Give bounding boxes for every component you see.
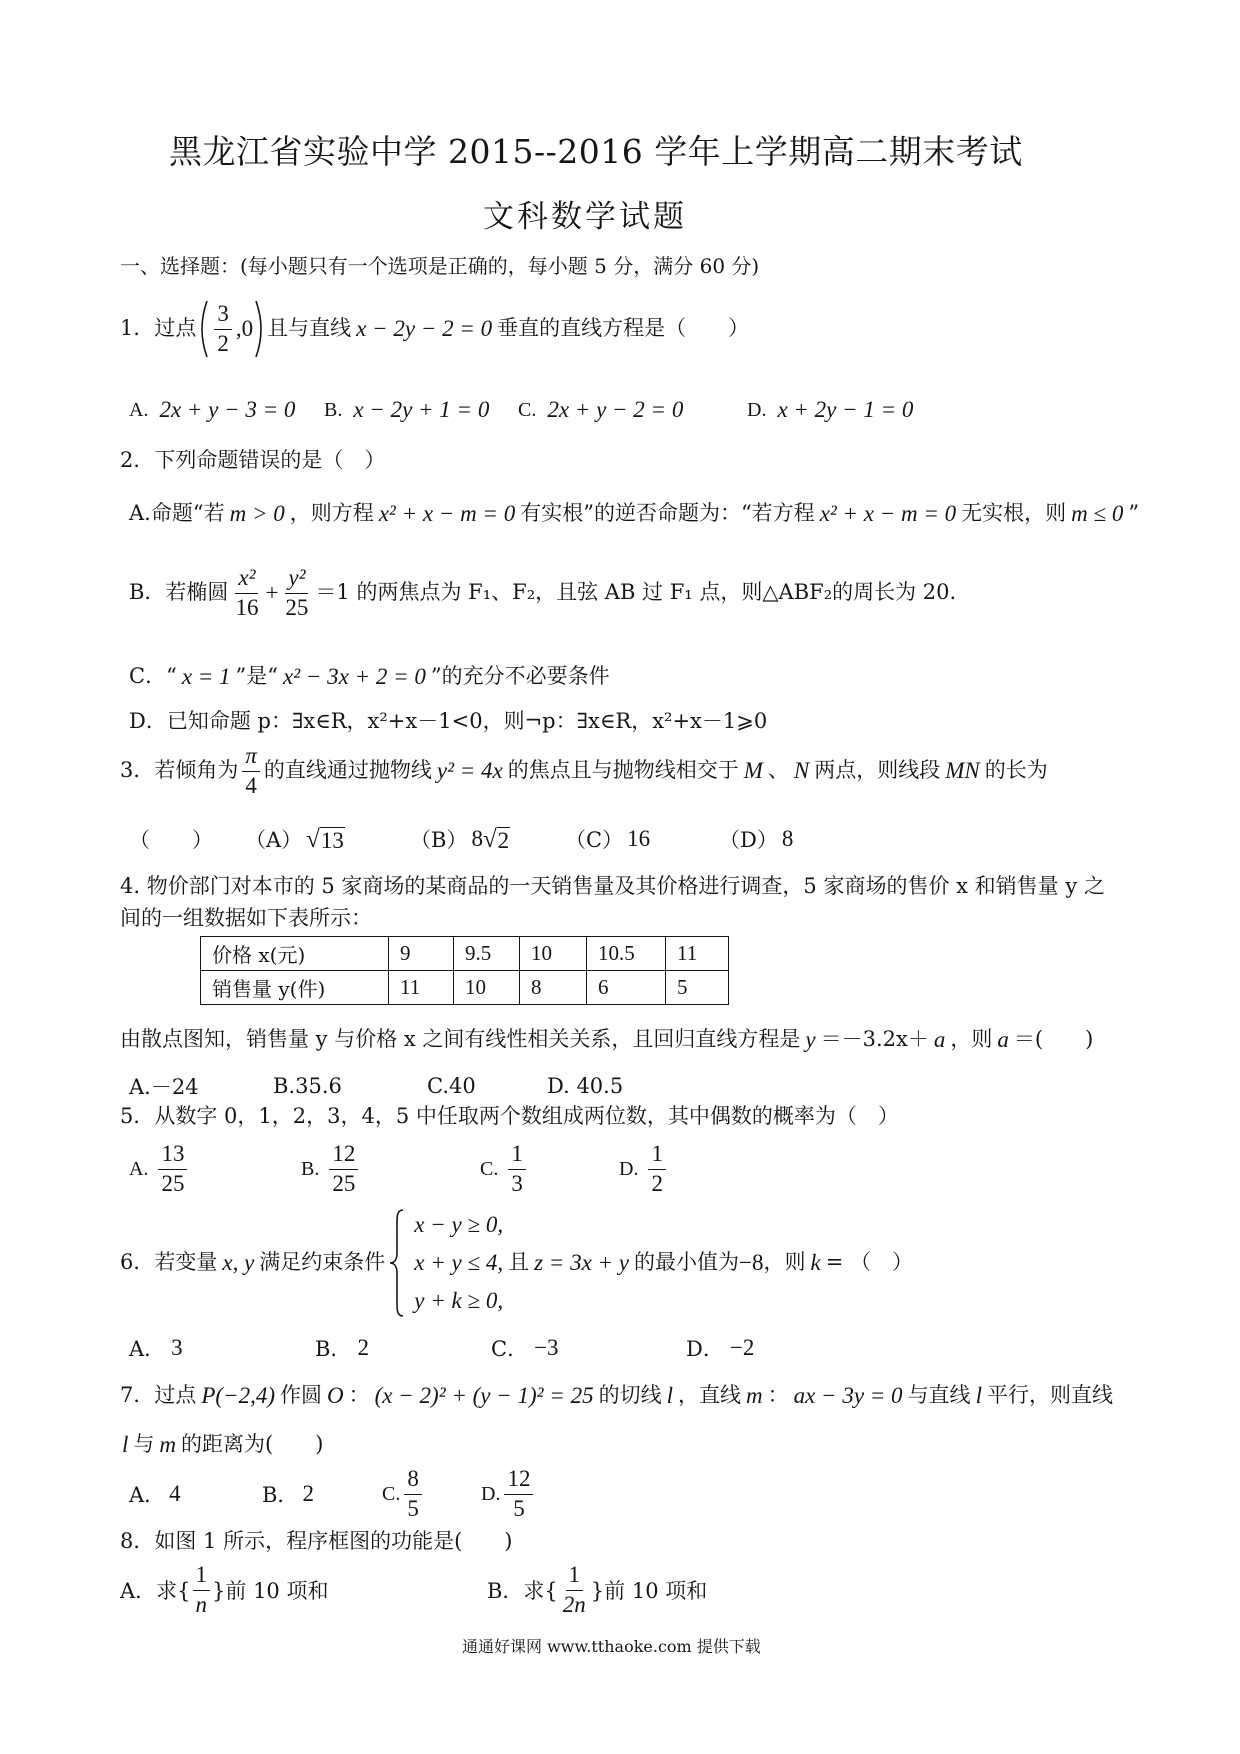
q3-text: 的焦点且与抛物线相交于 — [507, 758, 739, 783]
fraction-denominator: 2 — [651, 1170, 663, 1196]
option-label: （B） — [410, 828, 468, 852]
option-label: C. — [480, 1157, 499, 1180]
q2a-text: A.命题“若 — [129, 501, 225, 526]
q7-math: m — [745, 1383, 763, 1409]
q5-option-a — [129, 1141, 191, 1197]
q2a-math: m > 0 — [229, 501, 285, 527]
q7-text: 的距离为( ) — [181, 1432, 324, 1457]
q7-math: l — [666, 1383, 673, 1409]
q2-option-a — [129, 499, 1139, 529]
option-label: D. — [481, 1482, 501, 1505]
q3-text: 两点，则线段 — [814, 758, 941, 783]
q2c-text: ”是“ — [235, 664, 279, 689]
q4-text: ＝( ) — [1013, 1027, 1094, 1052]
q7-text: 平行，则直线 — [986, 1383, 1113, 1408]
q2c-math: x = 1 — [181, 664, 231, 690]
fraction-denominator: 25 — [285, 594, 309, 620]
q7-text: ，直线 — [677, 1383, 741, 1408]
q8-option-a — [120, 1561, 328, 1619]
option-prefix: A．求{ — [120, 1579, 191, 1603]
option-fraction — [648, 1142, 666, 1195]
option-prefix: B．求{ — [487, 1579, 558, 1603]
table-cell: 10.5 — [587, 937, 666, 971]
question-7-line-1 — [120, 1381, 1113, 1411]
fraction-numerator: π — [242, 744, 260, 771]
q6-option-a — [129, 1333, 183, 1363]
option-fraction — [158, 1142, 187, 1195]
option-fraction — [404, 1467, 422, 1520]
option-label: D． — [686, 1337, 724, 1361]
option-fraction — [504, 1467, 533, 1520]
q4-text: ＝－3.2x＋ — [820, 1027, 929, 1052]
fraction-denominator: 5 — [513, 1495, 525, 1521]
row-header: 价格 x(元) — [201, 937, 389, 971]
q2a-text: 无实根，则 — [961, 501, 1067, 526]
fraction-denominator: n — [195, 1591, 208, 1617]
fraction-numerator: 1 — [508, 1142, 526, 1169]
q6-math: z = 3x + y — [534, 1250, 630, 1276]
q6-option-c — [491, 1333, 559, 1363]
q4-text: ，则 — [950, 1027, 993, 1052]
fraction-numerator: 12 — [504, 1467, 533, 1494]
price-sales-table — [200, 936, 729, 1005]
q7-text: ： — [767, 1383, 789, 1408]
q6-text: = （ ） — [825, 1250, 914, 1275]
square-root — [306, 827, 345, 852]
fraction-numerator: 1 — [566, 1563, 584, 1590]
q3-math: M — [743, 758, 763, 784]
angle-fraction — [242, 744, 260, 797]
option-expression: x − 2y + 1 = 0 — [353, 397, 490, 422]
question-4-line-3 — [120, 1025, 1093, 1055]
q6-math: k — [810, 1250, 821, 1276]
q3-option-b — [410, 824, 510, 854]
option-label: C. — [518, 398, 537, 421]
q1-option-a — [129, 395, 300, 425]
q5-option-c — [480, 1141, 530, 1197]
q6-option-d — [686, 1333, 754, 1363]
option-label: A． — [129, 1337, 166, 1361]
q7-math: P(−2,4) — [201, 1383, 276, 1409]
fraction-denominator: 4 — [245, 772, 257, 798]
option-fraction — [329, 1142, 358, 1195]
q7-text: 的切线 — [598, 1383, 662, 1408]
q2c-text: ”的充分不必要条件 — [430, 664, 610, 689]
q4-option-b: B.35.6 — [273, 1074, 342, 1098]
q2-option-c — [129, 662, 610, 692]
option-value: 3 — [171, 1335, 183, 1360]
question-7-line-2 — [120, 1430, 323, 1460]
q6-text: 6．若变量 — [120, 1250, 218, 1275]
option-value: 8 — [781, 826, 794, 851]
q7-text: 与 — [133, 1432, 155, 1457]
option-expression: 2x + y − 2 = 0 — [547, 397, 684, 422]
option-label: D. — [747, 398, 767, 421]
q2b-text: B．若椭圆 — [129, 580, 229, 605]
ellipse-fraction-x — [232, 566, 261, 619]
q6-text: ，则 — [763, 1250, 806, 1275]
q3-option-a — [245, 824, 345, 854]
sequence-fraction — [193, 1563, 211, 1616]
q7-math: l — [122, 1432, 129, 1458]
question-2: 2．下列命题错误的是（ ） — [120, 448, 386, 473]
q7-math: ax − 3y = 0 — [793, 1383, 903, 1409]
option-suffix: }前 10 项和 — [590, 1579, 708, 1603]
fraction-numerator: 12 — [329, 1142, 358, 1169]
q4-math: a — [997, 1027, 1009, 1053]
fraction-numerator: 8 — [404, 1467, 422, 1494]
constraint: y + k ≥ 0, — [414, 1288, 504, 1314]
option-label: D. — [619, 1157, 639, 1180]
option-label: （D） — [719, 828, 778, 852]
question-4-line-2: 间的一组数据如下表所示： — [120, 906, 372, 931]
question-1 — [120, 297, 749, 361]
q2-option-b — [129, 563, 956, 623]
q2a-math: x² + x − m = 0 — [819, 501, 957, 527]
q7-math: m — [159, 1432, 177, 1458]
left-paren — [196, 299, 210, 359]
option-label: C． — [491, 1337, 529, 1361]
question-8: 8．如图 1 所示，程序框图的功能是( ) — [120, 1529, 513, 1554]
page-footer: 通通好课网 www.tthaoke.com 提供下载 — [462, 1637, 761, 1657]
table-cell: 10 — [454, 971, 520, 1005]
q3-math: y² = 4x — [436, 758, 503, 784]
q1-lead: 1．过点 — [120, 316, 197, 341]
point-y: ,0 — [235, 316, 254, 342]
table-cell: 6 — [587, 971, 666, 1005]
q4-options — [0, 1071, 1240, 1101]
q3-options — [0, 824, 1240, 854]
fraction-numerator: 3 — [214, 302, 232, 329]
q1-option-b — [324, 395, 494, 425]
q2c-text: C．“ — [129, 664, 177, 689]
q2-option-d: D．已知命题 p：∃x∈R，x²+x－1<0，则¬p：∃x∈R，x²+x－1⩾0 — [129, 709, 768, 734]
fraction-numerator: 1 — [193, 1563, 211, 1590]
q6-min-value: −8 — [739, 1250, 764, 1276]
q6-option-b — [315, 1333, 369, 1363]
q3-text: 的长为 — [984, 758, 1048, 783]
q1-option-c — [518, 395, 688, 425]
question-5: 5．从数字 0，1，2，3，4，5 中任取两个数组成两位数，其中偶数的概率为（ ） — [120, 1104, 899, 1129]
table-cell: 11 — [666, 937, 729, 971]
q4-text: 由散点图知，销售量 y 与价格 x 之间有线性相关关系，且回归直线方程是 — [120, 1027, 801, 1052]
constraint-row — [409, 1282, 913, 1320]
q1-line-equation: x − 2y − 2 = 0 — [356, 316, 493, 342]
table-row-sales — [201, 971, 729, 1005]
q7-text: 7．过点 — [120, 1383, 197, 1408]
constraint: x − y ≥ 0, — [414, 1212, 504, 1238]
q3-math: N — [793, 758, 810, 784]
ellipse-fraction-y — [282, 566, 311, 619]
q3-option-c — [565, 824, 650, 854]
fraction-denominator: 2n — [562, 1591, 586, 1617]
option-label: B. — [301, 1157, 320, 1180]
q2b-text: ＝1 的两焦点为 F₁、F₂，且弦 AB 过 F₁ 点，则△ABF₂的周长为 20. — [315, 580, 957, 605]
q6-options — [0, 1333, 1240, 1363]
q2a-text: ” — [1128, 501, 1140, 526]
table-cell: 5 — [666, 971, 729, 1005]
fraction-denominator: 5 — [407, 1495, 419, 1521]
plus-sign: + — [265, 580, 279, 606]
fraction-denominator: 25 — [332, 1170, 356, 1196]
page-subtitle: 文科数学试题 — [483, 198, 687, 235]
option-label: B. — [324, 398, 343, 421]
right-paren — [253, 299, 267, 359]
option-label: A. — [129, 1157, 149, 1180]
option-value: 2 — [302, 1481, 314, 1506]
table-cell: 10 — [520, 937, 587, 971]
option-value: −2 — [729, 1335, 755, 1360]
constraint: x + y ≤ 4, — [414, 1250, 504, 1276]
constraint-brace — [389, 1208, 405, 1318]
q4-math: y — [805, 1027, 816, 1053]
sequence-fraction — [560, 1563, 589, 1616]
option-label: C. — [382, 1482, 401, 1505]
q3-math: MN — [945, 758, 980, 784]
table-row-price — [201, 937, 729, 971]
q2a-math: m ≤ 0 — [1071, 501, 1124, 527]
q2a-text: ，则方程 — [289, 501, 374, 526]
fraction-denominator: 16 — [235, 594, 259, 620]
q4-option-c: C.40 — [427, 1074, 476, 1098]
question-6 — [120, 1205, 913, 1321]
option-label: A. — [129, 398, 149, 421]
option-label: （C） — [565, 828, 624, 852]
square-root — [471, 826, 510, 852]
constraint-row — [409, 1244, 913, 1282]
q6-text: 的最小值为 — [634, 1250, 740, 1275]
option-value: 2 — [357, 1335, 369, 1360]
q3-text: 3．若倾角为 — [120, 758, 239, 783]
option-value: −3 — [534, 1335, 559, 1360]
constraint-row — [409, 1206, 913, 1244]
q7-option-a — [129, 1465, 181, 1523]
q3-text: 的直线通过抛物线 — [263, 758, 432, 783]
q7-text: ： — [348, 1383, 370, 1408]
constraint-system — [389, 1206, 913, 1320]
fraction-denominator: 25 — [161, 1170, 185, 1196]
fraction-numerator: 13 — [158, 1142, 187, 1169]
option-fraction — [508, 1142, 526, 1195]
table-cell: 9 — [389, 937, 454, 971]
option-label: B． — [262, 1483, 299, 1507]
q7-options — [0, 1465, 1240, 1523]
point-x-fraction — [214, 302, 232, 355]
q5-option-d — [619, 1141, 670, 1197]
fraction-denominator: 2 — [217, 330, 229, 356]
q8-option-b — [487, 1561, 707, 1619]
section-heading: 一、选择题：(每小题只有一个选项是正确的，每小题 5 分，满分 60 分) — [120, 254, 760, 278]
q1-tail: 垂直的直线方程是（ ） — [497, 316, 750, 341]
q2a-math: x² + x − m = 0 — [378, 501, 516, 527]
q6-text: 满足约束条件 — [259, 1250, 386, 1275]
radical-sign: √ — [482, 826, 497, 853]
fraction-numerator: x² — [235, 566, 258, 593]
coefficient: 8 — [471, 826, 483, 851]
q5-options — [0, 1141, 1240, 1197]
q7-math: O — [327, 1383, 344, 1409]
row-header: 销售量 y(件) — [201, 971, 389, 1005]
q7-text: 与直线 — [907, 1383, 971, 1408]
fraction-denominator: 3 — [511, 1170, 523, 1196]
radicand: 2 — [497, 828, 510, 853]
radical-sign: √ — [306, 825, 320, 853]
option-value: 4 — [169, 1481, 181, 1506]
question-3 — [120, 743, 1048, 799]
q7-option-b — [262, 1465, 314, 1523]
q2a-text: 有实根”的逆否命题为：“若方程 — [520, 501, 815, 526]
q7-option-d — [481, 1465, 537, 1523]
q7-math: l — [975, 1383, 982, 1409]
q4-option-d: D. 40.5 — [547, 1074, 624, 1098]
q1-text: 且与直线 — [267, 316, 352, 341]
q8-options — [0, 1561, 1240, 1619]
page-title: 黑龙江省实验中学 2015--2016 学年上学期高二期末考试 — [169, 131, 1023, 171]
q5-option-b — [301, 1141, 362, 1197]
option-expression: 2x + y − 3 = 0 — [159, 397, 296, 422]
question-4-line-1: 4. 物价部门对本市的 5 家商场的某商品的一天销售量及其价格进行调查，5 家商场的售价 x 和销售量 y 之 — [120, 874, 1105, 899]
q4-math: a — [933, 1027, 946, 1053]
q6-math: x, y — [222, 1250, 255, 1276]
table-cell: 8 — [520, 971, 587, 1005]
radicand: 13 — [320, 827, 344, 853]
q3-option-d — [719, 824, 793, 854]
q3-text: 、 — [767, 758, 789, 783]
table-cell: 9.5 — [454, 937, 520, 971]
constraint-rows — [409, 1206, 913, 1320]
q7-math: (x − 2)² + (y − 1)² = 25 — [374, 1383, 594, 1409]
table-cell: 11 — [389, 971, 454, 1005]
q3-answer-blank: （ ） — [129, 828, 213, 852]
fraction-numerator: 1 — [648, 1142, 666, 1169]
q2c-math: x² − 3x + 2 = 0 — [283, 664, 426, 690]
fraction-numerator: y² — [285, 566, 308, 593]
option-label: B． — [315, 1337, 352, 1361]
q4-option-a: A.－24 — [129, 1075, 199, 1099]
option-expression: x + 2y − 1 = 0 — [777, 397, 914, 422]
q6-text: 且 — [508, 1250, 530, 1275]
q1-option-d — [747, 395, 918, 425]
q7-text: 作圆 — [280, 1383, 323, 1408]
option-label: （A） — [245, 828, 303, 852]
q7-option-c — [382, 1465, 426, 1523]
q1-options — [0, 395, 1240, 425]
option-label: A． — [129, 1483, 166, 1507]
option-suffix: }前 10 项和 — [212, 1579, 329, 1603]
option-value: 16 — [627, 826, 651, 851]
